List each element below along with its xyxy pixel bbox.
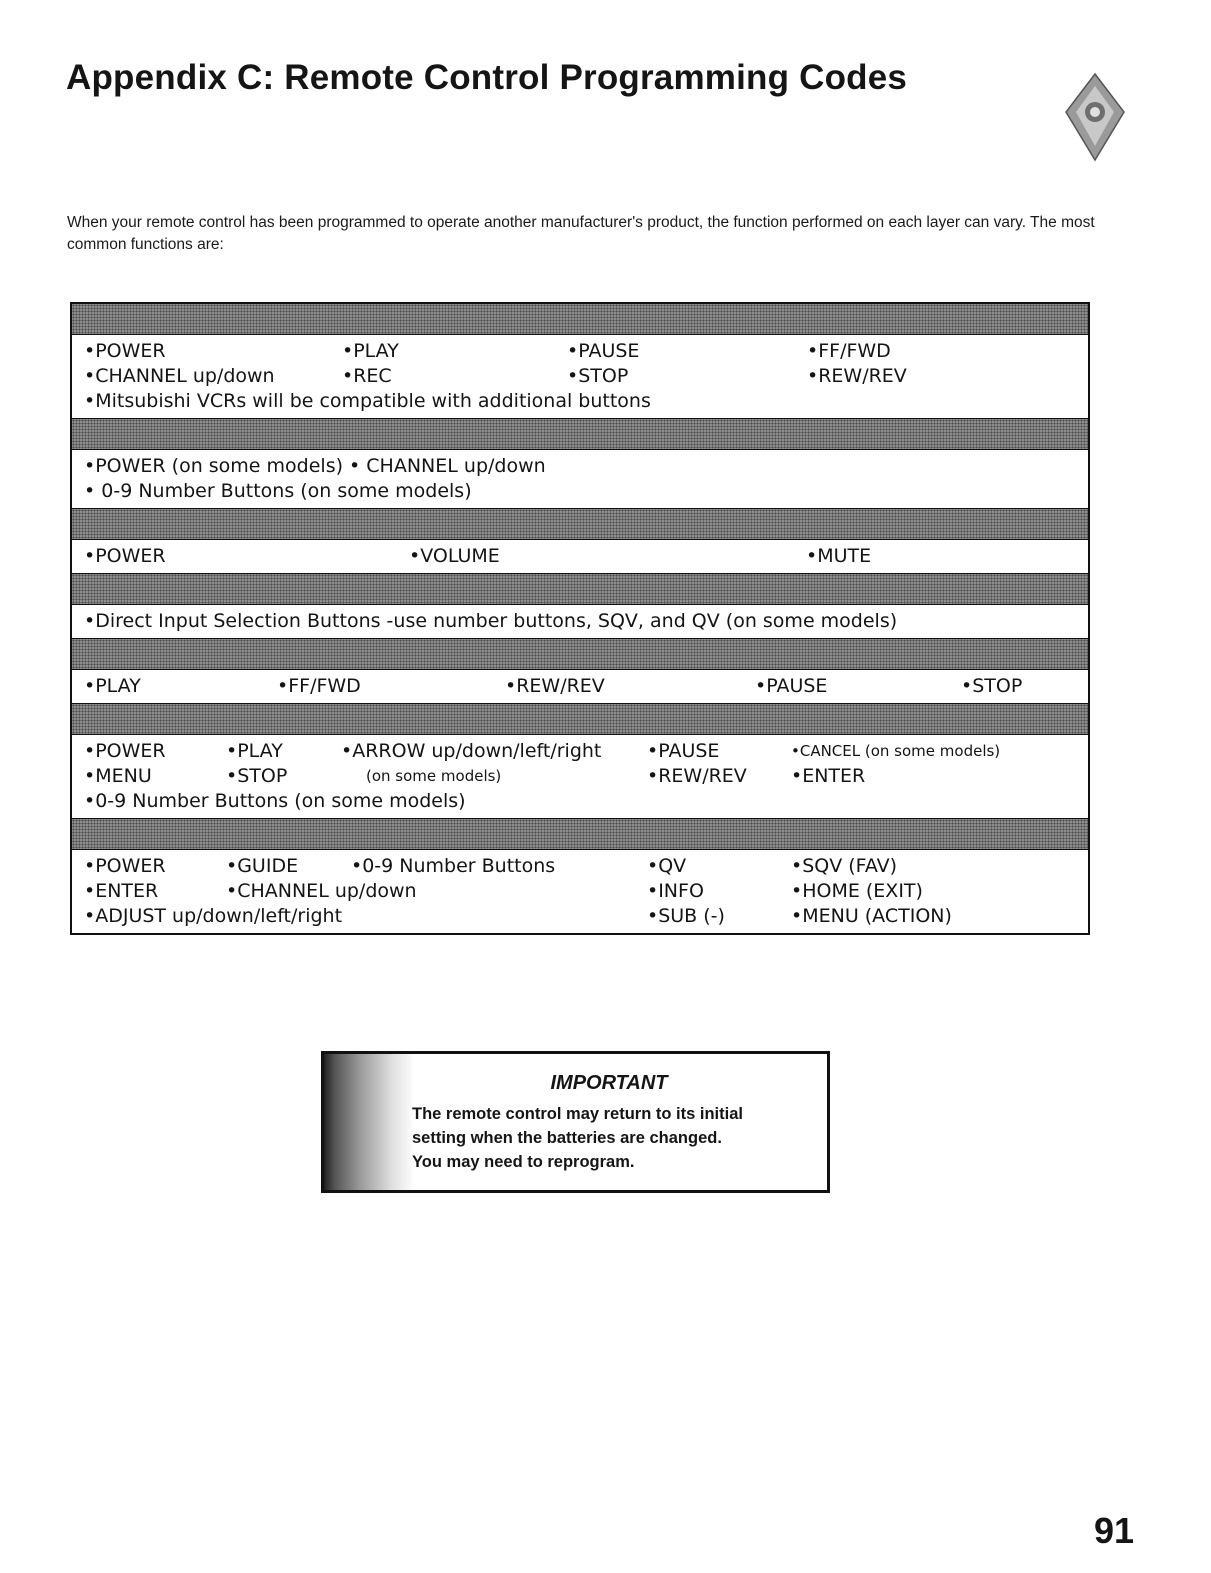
layer-2-row (84, 479, 1076, 504)
layer-7-row (84, 904, 1076, 929)
function-item: •Direct Input Selection Buttons -use number buttons, SQV, and QV (on some models) (84, 610, 898, 632)
gradient-stripe (324, 1054, 414, 1190)
function-item: •REC (342, 365, 392, 387)
important-line: You may need to reprogram. (412, 1153, 635, 1171)
function-item: •PLAY (342, 340, 399, 362)
layer-7-row (84, 879, 1076, 904)
function-item: •SUB (-) (647, 905, 725, 927)
function-item: •QV (647, 855, 687, 877)
layer-4-body (72, 605, 1088, 639)
function-note: •Mitsubishi VCRs will be compatible with additional buttons (84, 390, 651, 412)
function-item: •FF/FWD (277, 675, 361, 697)
layer-5-row (84, 674, 1076, 699)
function-item: •STOP (226, 765, 288, 787)
function-item: •VOLUME (409, 545, 500, 567)
important-notice (321, 1051, 830, 1193)
layer-6-row (84, 789, 1076, 814)
layer-2-row (84, 454, 1076, 479)
layer-4-row (84, 609, 1076, 634)
layer-header (72, 304, 1088, 335)
important-line: setting when the batteries are changed. (412, 1129, 722, 1147)
function-item: •REW/REV (807, 365, 907, 387)
function-item: •REW/REV (505, 675, 605, 697)
layer-header (72, 639, 1088, 670)
layer-2-body (72, 450, 1088, 509)
layer-header (72, 419, 1088, 450)
page-number: 91 (1094, 1510, 1135, 1551)
layer-1-row (84, 364, 1076, 389)
layer-3-body (72, 540, 1088, 574)
gem-diamond-icon (1064, 72, 1126, 162)
layer-3-row (84, 544, 1076, 569)
important-line: The remote control may return to its initial (412, 1105, 743, 1123)
function-item: •STOP (567, 365, 629, 387)
function-item: •ENTER (84, 880, 159, 902)
important-title: IMPORTANT (550, 1072, 668, 1094)
function-item: •POWER (84, 340, 166, 362)
function-item: •GUIDE (226, 855, 299, 877)
function-item: •0-9 Number Buttons (on some models) (84, 790, 466, 812)
function-item: •PLAY (226, 740, 283, 762)
function-item: •MUTE (806, 545, 872, 567)
function-item: •CANCEL (on some models) (791, 742, 1001, 760)
function-item: •PAUSE (567, 340, 640, 362)
function-item: •ARROW up/down/left/right (341, 740, 602, 762)
layer-header (72, 704, 1088, 735)
layer-6-row (84, 739, 1076, 764)
layer-header (72, 509, 1088, 540)
layer-6-row (84, 764, 1076, 789)
layer-1-row (84, 339, 1076, 364)
layer-header (72, 819, 1088, 850)
function-item: •CHANNEL up/down (226, 880, 417, 902)
page-title: Appendix C: Remote Control Programming Codes (66, 58, 908, 97)
function-item: •PLAY (84, 675, 141, 697)
function-item: • 0-9 Number Buttons (on some models) (84, 480, 472, 502)
important-text (412, 1102, 824, 1174)
function-item: •PAUSE (755, 675, 828, 697)
function-item: •PAUSE (647, 740, 720, 762)
function-item: •FF/FWD (807, 340, 891, 362)
layer-6-body (72, 735, 1088, 819)
function-item: •ADJUST up/down/left/right (84, 905, 343, 927)
function-item: •CHANNEL up/down (84, 365, 275, 387)
function-item: •POWER (84, 855, 166, 877)
layer-5-body (72, 670, 1088, 704)
function-item: •MENU (ACTION) (791, 905, 952, 927)
function-item: •POWER (84, 545, 166, 567)
function-item: •ENTER (791, 765, 866, 787)
layer-1-body (72, 335, 1088, 419)
function-codes-table (70, 302, 1090, 935)
function-item: •SQV (FAV) (791, 855, 898, 877)
layer-7-body (72, 850, 1088, 933)
function-item: •POWER (on some models) • CHANNEL up/down (84, 455, 546, 477)
function-item: •0-9 Number Buttons (351, 855, 556, 877)
function-item: (on some models) (366, 767, 502, 785)
layer-7-row (84, 854, 1076, 879)
layer-1-row (84, 389, 1076, 414)
function-item: •POWER (84, 740, 166, 762)
function-item: •REW/REV (647, 765, 747, 787)
function-item: •INFO (647, 880, 704, 902)
function-item: •HOME (EXIT) (791, 880, 923, 902)
function-item: •STOP (961, 675, 1023, 697)
intro-paragraph: When your remote control has been programmed to operate another manufacturer's product, the function performed on each layer can vary. The most common functions are: (67, 214, 1095, 253)
layer-header (72, 574, 1088, 605)
function-item: •MENU (84, 765, 152, 787)
